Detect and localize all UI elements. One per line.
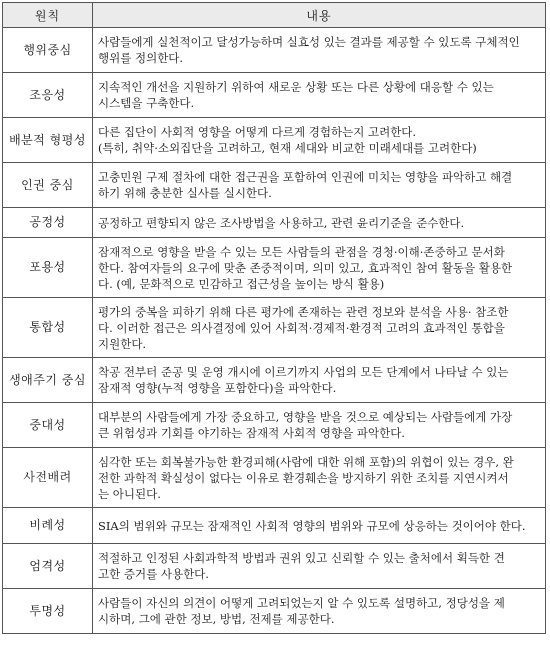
content-cell (93, 589, 546, 634)
principle-cell: 인권 중심 (3, 163, 93, 208)
content-line: 는 아니된다. (98, 486, 161, 501)
principle-cell: 사전배려 (3, 448, 93, 508)
table-body (3, 28, 546, 634)
table-row (3, 28, 546, 73)
header-principle: 원칙 (3, 3, 93, 28)
principles-table (2, 2, 546, 634)
content-line: 다. (예, 문화적으로 민감하고 접근성을 높이는 방식 활용) (98, 276, 385, 291)
content-cell (93, 508, 546, 544)
content-line: 한다. 참여자들의 요구에 맞춘 존중적이며, 의미 있고, 효과적인 참여 활동을 활용한 (98, 260, 513, 275)
content-line: 다른 집단이 사회적 영향을 어떻게 다르게 경험하는지 고려한다. (98, 125, 417, 139)
content-line: SIA의 범위와 규모는 잠재적인 사회적 영향의 범위와 규모에 상응하는 것이어야 한다. (98, 518, 526, 533)
table-row (3, 73, 546, 118)
content-line: 시스템을 구축한다. (98, 96, 195, 110)
principle-cell: 배분적 형평성 (3, 118, 93, 163)
content-line: (특히, 취약·소외집단을 고려하고, 현재 세대와 비교한 미래세대를 고려한다) (98, 141, 477, 155)
principle-cell: 생애주기 중심 (3, 358, 93, 403)
content-cell (93, 544, 546, 589)
table-row (3, 403, 546, 448)
principle-cell: 행위중심 (3, 28, 93, 73)
content-line: 공정하고 편향되지 않은 조사방법을 사용하고, 관련 윤리기준을 준수한다. (98, 215, 465, 230)
content-line: 대부분의 사람들에게 가장 중요하고, 영향을 받을 것으로 예상되는 사람들에게 가장 (98, 410, 513, 424)
principle-cell: 공정성 (3, 208, 93, 238)
content-line: 고한 증거를 사용한다. (98, 567, 209, 581)
principle-cell: 중대성 (3, 403, 93, 448)
principle-cell: 포용성 (3, 238, 93, 298)
content-line: 전한 과학적 확실성이 없다는 이유로 환경훼손을 방지하기 위한 조치를 지연시켜서 (98, 470, 509, 485)
table-row (3, 508, 546, 544)
content-line: 평가의 중복을 피하기 위해 다른 평가에 존재하는 관련 정보와 분석을 사용· 참조한 (98, 304, 509, 319)
principles-table-container (2, 2, 545, 634)
table-row (3, 163, 546, 208)
content-cell (93, 298, 546, 358)
content-line: 적절하고 인정된 사회과학적 방법과 권위 있고 신뢰할 수 있는 출처에서 획득한 견 (98, 551, 505, 565)
content-cell (93, 163, 546, 208)
principle-cell: 조응성 (3, 73, 93, 118)
principle-cell: 통합성 (3, 298, 93, 358)
principle-cell: 투명성 (3, 589, 93, 634)
table-row (3, 118, 546, 163)
content-cell (93, 403, 546, 448)
content-cell (93, 208, 546, 238)
content-line: 지원한다. (98, 336, 147, 351)
principle-cell: 엄격성 (3, 544, 93, 589)
content-line: 사람들에게 실천적이고 달성가능하며 실효성 있는 결과를 제공할 수 있도록 구체적인 (98, 35, 520, 49)
principle-cell: 비례성 (3, 508, 93, 544)
content-line: 잠재적으로 영향을 받을 수 있는 모든 사람들의 관점을 경청·이해·존중하고 문서화 (98, 244, 505, 259)
content-cell (93, 73, 546, 118)
content-cell (93, 118, 546, 163)
table-row (3, 589, 546, 634)
content-line: 심각한 또는 회복불가능한 환경피해(사람에 대한 위해 포함)의 위협이 있는 경우, 완 (98, 454, 514, 469)
content-cell (93, 28, 546, 73)
content-line: 하기 위해 충분한 실사를 실시한다. (98, 186, 272, 200)
content-line: 지속적인 개선을 지원하기 위하여 새로운 상황 또는 다른 상황에 대응할 수 있는 (98, 80, 494, 94)
content-cell (93, 448, 546, 508)
table-row (3, 298, 546, 358)
content-line: 큰 위험성과 기회를 야기하는 잠재적 사회적 영향을 파악한다. (98, 426, 405, 440)
table-header-row (3, 3, 546, 28)
table-row (3, 448, 546, 508)
content-line: 다. 이러한 접근은 의사결정에 있어 사회적·경제적·환경적 고려의 효과적인 통합을 (98, 320, 505, 335)
table-row (3, 208, 546, 238)
content-line: 시하며, 그에 관한 정보, 방법, 전제를 제공한다. (98, 612, 335, 626)
content-line: 착공 전부터 준공 및 운영 개시에 이르기까지 사업의 모든 단계에서 나타날 수 있는 (98, 365, 509, 379)
content-line: 고충민원 구제 절차에 대한 접근권을 포함하여 인권에 미치는 영향을 파악하고 해결 (98, 170, 513, 184)
header-content: 내용 (93, 3, 546, 28)
table-row (3, 544, 546, 589)
table-row (3, 358, 546, 403)
content-line: 행위를 정의한다. (98, 51, 184, 65)
content-cell (93, 238, 546, 298)
table-row (3, 238, 546, 298)
content-line: 사람들이 자신의 의견이 어떻게 고려되었는지 알 수 있도록 설명하고, 정당성을 제 (98, 596, 505, 610)
content-line: 잠재적 영향(누적 영향을 포함한다)을 파악한다. (98, 381, 337, 395)
content-cell (93, 358, 546, 403)
